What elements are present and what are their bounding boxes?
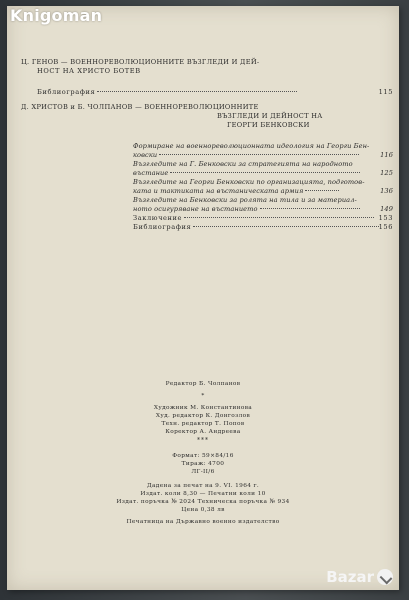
toc-entry-bibliography-1 xyxy=(21,88,393,97)
site-watermark: Knigoman xyxy=(10,6,103,25)
imprint-art-editor: Худ. редактор К. Донгозлов xyxy=(155,413,251,419)
toc-subentry-rear: Възгледите на Бенковски за ролята на тила и за материал- xyxy=(133,196,357,204)
toc-subentry-strategy-cont xyxy=(21,169,393,178)
toc-label: въстание xyxy=(133,169,169,177)
toc-label: Библиография xyxy=(133,223,192,231)
imprint-order: Издат. поръчка № 2024 Техническа поръчка № 934 xyxy=(116,499,290,505)
checkmark-icon xyxy=(377,569,393,585)
imprint-stars: *** xyxy=(197,437,209,444)
toc-page-number: 136 xyxy=(380,187,393,195)
imprint-printed-date: Дадена за печат на 9. VI. 1964 г. xyxy=(146,483,260,489)
toc-entry-hristov-title-cont: ВЪЗГЛЕДИ И ДЕЙНОСТ НА xyxy=(217,112,323,120)
toc-page-number: 156 xyxy=(378,223,393,231)
toc-page-number: 125 xyxy=(380,169,393,177)
toc-page-number: 149 xyxy=(380,205,393,213)
toc-page-number: 116 xyxy=(380,151,393,159)
toc-page-number: 153 xyxy=(378,214,393,222)
imprint-price: Цена 0,38 лв xyxy=(181,507,225,513)
imprint-format: Формат: 59×84/16 xyxy=(172,453,234,459)
bazar-logo-text: Bazar xyxy=(326,568,374,586)
toc-label: ковски xyxy=(133,151,158,159)
toc-entry-genov-title: Ц. ГЕНОВ — ВОЕННОРЕВОЛЮЦИОННИТЕ ВЪЗГЛЕДИ И ДЕЙ- xyxy=(21,58,260,66)
toc-subentry-formation: Формиране на военнореволюционната идеология на Георги Бен- xyxy=(133,142,370,150)
imprint-sheets: Издат. коли 8,30 — Печатни коли 10 xyxy=(140,491,266,497)
imprint-star: * xyxy=(201,393,205,399)
toc-label: ното осигуряване на въстанието xyxy=(133,205,258,213)
imprint-artist: Художник М. Константинова xyxy=(153,405,253,411)
book-page xyxy=(7,6,399,590)
table-of-contents xyxy=(21,58,393,232)
toc-subentry-strategy: Възгледите на Г. Бенковски за стратегията на народното xyxy=(133,160,353,168)
imprint-proofreader: Коректор А. Андреева xyxy=(165,429,241,435)
toc-entry-genov-title-cont: НОСТ НА ХРИСТО БОТЕВ xyxy=(37,67,141,75)
toc-subentry-organization: Възгледите на Георги Бенковски по организацията, подготов- xyxy=(133,178,365,186)
toc-page-number: 115 xyxy=(378,88,393,96)
toc-subentry-bibliography-2 xyxy=(21,223,393,232)
toc-subentry-organization-cont xyxy=(21,187,393,196)
imprint-printer: Печатница на Държавно военно издателство xyxy=(126,519,280,525)
toc-entry-hristov-title: Д. ХРИСТОВ и Б. ЧОЛПАНОВ — ВОЕННОРЕВОЛЮЦИОННИТЕ xyxy=(21,103,259,111)
toc-label: Библиография xyxy=(37,88,96,96)
imprint-tech-editor: Техн. редактор Т. Попов xyxy=(161,421,245,427)
toc-subentry-conclusion xyxy=(21,214,393,223)
toc-subentry-formation-cont xyxy=(21,151,393,160)
toc-label: ката и тактиката на въстаническата армия xyxy=(133,187,304,195)
bazar-logo xyxy=(326,568,393,586)
toc-label: Заключение xyxy=(133,214,183,222)
imprint-print-run: Тираж: 4700 xyxy=(181,461,225,467)
imprint-editor: Редактор Б. Чолпанов xyxy=(165,381,241,387)
toc-subentry-rear-cont xyxy=(21,205,393,214)
imprint-code: ЛГ-II/6 xyxy=(191,469,215,475)
toc-entry-hristov-title-cont2: ГЕОРГИ БЕНКОВСКИ xyxy=(227,121,310,129)
